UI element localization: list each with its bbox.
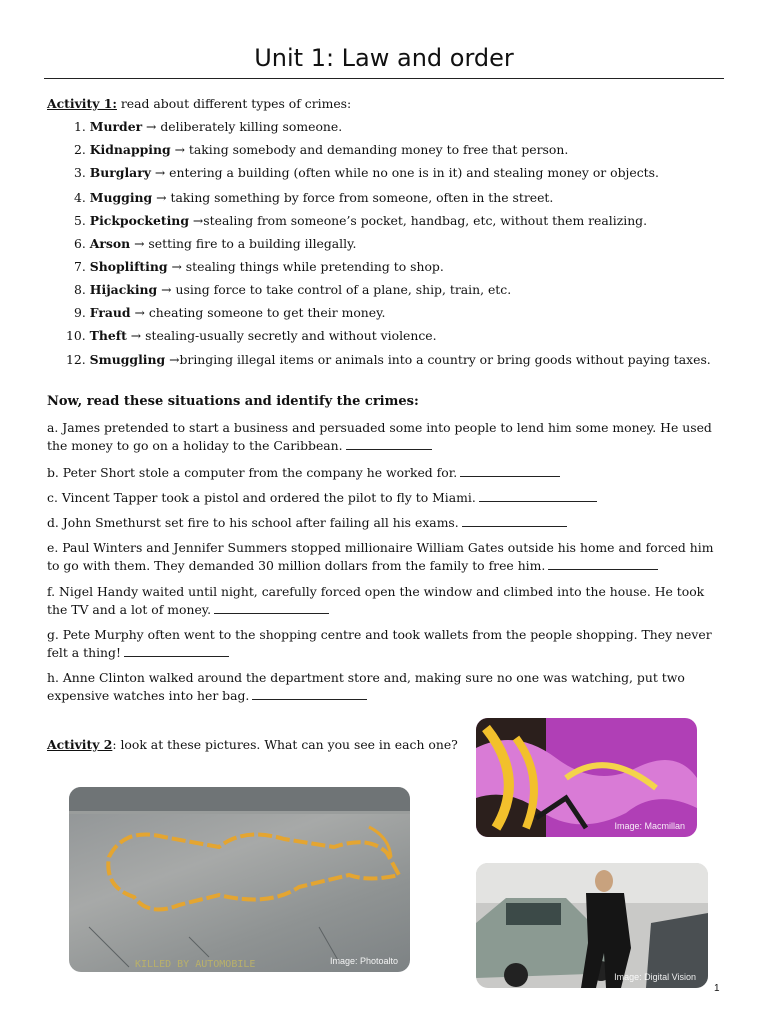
crime-definition: → taking something by force from someone, often in the street. bbox=[152, 190, 554, 205]
situation-item bbox=[47, 539, 727, 575]
answer-blank[interactable] bbox=[462, 515, 567, 527]
crime-number: 3. bbox=[74, 165, 86, 180]
crime-item bbox=[74, 259, 444, 274]
crime-definition: → stealing-usually secretly and without violence. bbox=[126, 328, 437, 343]
crime-item bbox=[66, 352, 711, 367]
crime-term: Fraud bbox=[89, 305, 131, 320]
pavement-text: KILLED BY AUTOMOBILE bbox=[135, 959, 256, 970]
graffiti-illustration bbox=[476, 718, 697, 837]
carjacking-illustration bbox=[476, 863, 708, 988]
chalk-outline-photo bbox=[69, 787, 410, 972]
crime-number: 8. bbox=[74, 282, 86, 297]
situation-item bbox=[47, 419, 727, 455]
crime-definition: → using force to take control of a plane, ship, train, etc. bbox=[157, 282, 512, 297]
crime-term: Burglary bbox=[89, 165, 151, 180]
chalk-photo-credit: Image: Photoalto bbox=[329, 956, 398, 966]
crime-number: 2. bbox=[74, 142, 86, 157]
crime-term: Mugging bbox=[89, 190, 153, 205]
activity2-label: Activity 2 bbox=[47, 737, 113, 752]
crime-item bbox=[74, 119, 342, 134]
situation-text: b. Peter Short stole a computer from the company he worked for. bbox=[47, 465, 458, 480]
crime-number: 12. bbox=[66, 352, 86, 367]
answer-blank[interactable] bbox=[346, 438, 432, 450]
crime-definition: → deliberately killing someone. bbox=[142, 119, 343, 134]
crime-definition: → setting fire to a building illegally. bbox=[130, 236, 357, 251]
answer-blank[interactable] bbox=[479, 490, 597, 502]
situation-item bbox=[47, 669, 727, 705]
crime-item bbox=[66, 328, 437, 343]
crime-item bbox=[74, 142, 568, 157]
chalk-outline-illustration bbox=[69, 787, 410, 972]
crime-item bbox=[74, 213, 647, 228]
situations-heading: Now, read these situations and identify the crimes: bbox=[47, 394, 419, 409]
crime-item bbox=[74, 305, 385, 320]
page-title: Unit 1: Law and order bbox=[254, 44, 514, 72]
crime-definition: → stealing things while pretending to shop. bbox=[167, 259, 444, 274]
crime-number: 10. bbox=[66, 328, 86, 343]
situation-text: g. Pete Murphy often went to the shopping centre and took wallets from the people shopping. They never felt a thing! bbox=[47, 627, 712, 660]
crime-term: Arson bbox=[89, 236, 131, 251]
answer-blank[interactable] bbox=[460, 465, 560, 477]
answer-blank[interactable] bbox=[214, 602, 329, 614]
activity1-label: Activity 1: bbox=[47, 96, 117, 111]
answer-blank[interactable] bbox=[548, 558, 658, 570]
crime-definition: → entering a building (often while no one is in it) and stealing money or objects. bbox=[150, 165, 659, 180]
crime-number: 6. bbox=[74, 236, 86, 251]
situation-item bbox=[47, 514, 727, 532]
situation-item bbox=[47, 489, 727, 507]
crime-definition: → cheating someone to get their money. bbox=[130, 305, 386, 320]
crime-number: 1. bbox=[74, 119, 86, 134]
situation-item bbox=[47, 626, 727, 662]
graffiti-photo-credit: Image: Macmillan bbox=[614, 821, 685, 831]
crime-term: Shoplifting bbox=[89, 259, 168, 274]
crime-term: Murder bbox=[89, 119, 143, 134]
crime-term: Kidnapping bbox=[89, 142, 171, 157]
crime-definition: →bringing illegal items or animals into a country or bring goods without paying taxes. bbox=[165, 352, 711, 367]
situation-item bbox=[47, 464, 727, 482]
situation-text: h. Anne Clinton walked around the department store and, making sure no one was watching, put two expensive watches into her bag. bbox=[47, 670, 685, 703]
page-number: 1 bbox=[714, 983, 720, 994]
situation-text: a. James pretended to start a business and persuaded some into people to lend him some money. He used the money to go on a holiday to the Caribbean. bbox=[47, 420, 712, 453]
situation-text: f. Nigel Handy waited until night, carefully forced open the window and climbed into the house. He took the TV and a lot of money. bbox=[47, 584, 705, 617]
crime-item bbox=[74, 165, 659, 180]
crime-number: 5. bbox=[74, 213, 86, 228]
crime-number: 4. bbox=[74, 190, 86, 205]
crime-term: Hijacking bbox=[89, 282, 158, 297]
carjacking-photo-credit: Image: Digital Vision bbox=[614, 972, 696, 982]
crime-number: 9. bbox=[74, 305, 86, 320]
situation-text: d. John Smethurst set fire to his school after failing all his exams. bbox=[47, 515, 459, 530]
activity2-heading bbox=[47, 737, 458, 752]
activity2-intro: : look at these pictures. What can you see in each one? bbox=[112, 737, 458, 752]
crime-term: Pickpocketing bbox=[89, 213, 189, 228]
crime-item bbox=[74, 236, 356, 251]
crime-number: 7. bbox=[74, 259, 86, 274]
activity1-heading bbox=[47, 96, 351, 111]
graffiti-photo bbox=[476, 718, 697, 837]
situation-text: c. Vincent Tapper took a pistol and ordered the pilot to fly to Miami. bbox=[47, 490, 476, 505]
answer-blank[interactable] bbox=[124, 645, 229, 657]
crime-term: Smuggling bbox=[89, 352, 166, 367]
situation-item bbox=[47, 583, 727, 619]
crime-item bbox=[74, 282, 511, 297]
crime-item bbox=[74, 190, 553, 205]
answer-blank[interactable] bbox=[252, 688, 367, 700]
crime-term: Theft bbox=[89, 328, 127, 343]
activity1-intro: read about different types of crimes: bbox=[116, 96, 352, 111]
crime-definition: →stealing from someone’s pocket, handbag, etc, without them realizing. bbox=[188, 213, 648, 228]
carjacking-photo bbox=[476, 863, 708, 988]
title-divider bbox=[44, 78, 724, 79]
crime-definition: → taking somebody and demanding money to free that person. bbox=[170, 142, 569, 157]
situation-text: e. Paul Winters and Jennifer Summers stopped millionaire William Gates outside his home and forced him to go with them. They demanded 30 million dollars from the family to free him. bbox=[47, 540, 714, 573]
